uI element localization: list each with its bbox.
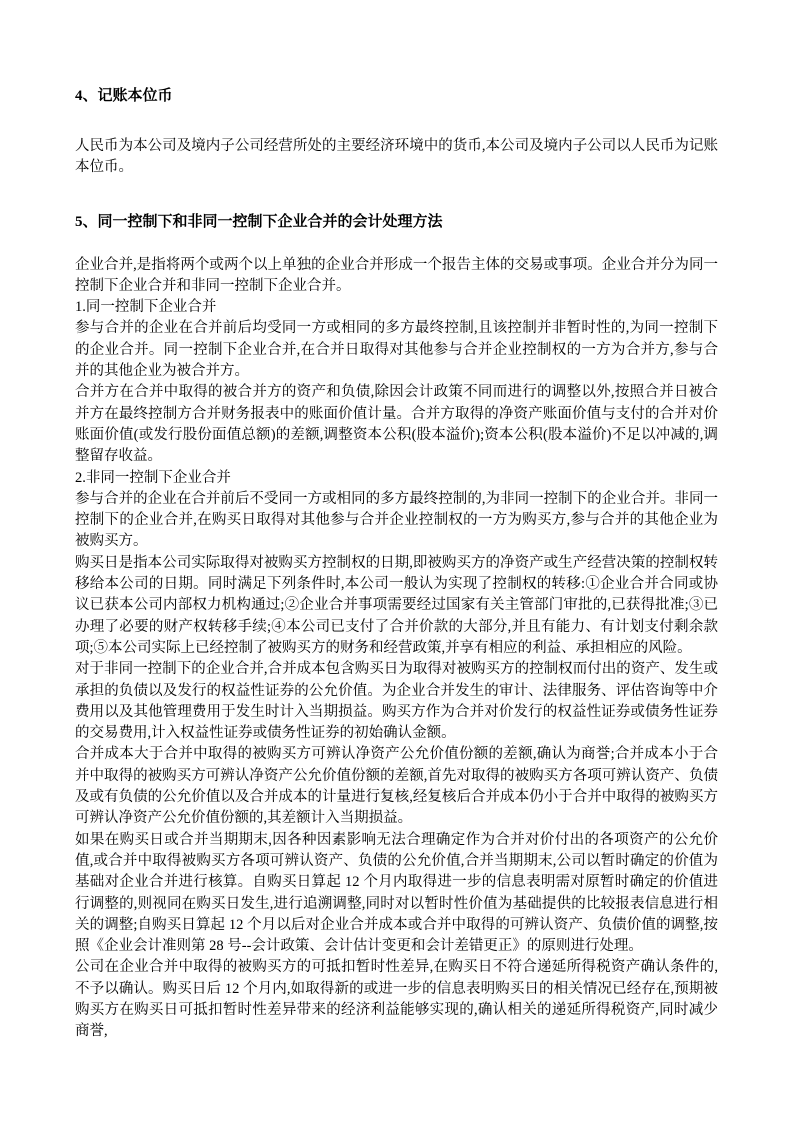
subheading-paragraph: 1.同一控制下企业合并	[75, 299, 217, 316]
section-5-heading: 5、同一控制下和非同一控制下企业合并的会计处理方法	[75, 213, 443, 230]
paragraph: 参与合并的企业在合并前后不受同一方或相同的多方最终控制的,为非同一控制下的企业合并。非同一控制下的企业合并,在购买日取得对其他参与合并企业控制权的一方为购买方,参与合并的其他企业为被购买方。	[75, 490, 718, 550]
paragraph: 对于非同一控制下的企业合并,合并成本包含购买日为取得对被购买方的控制权而付出的资产、发生或承担的负债以及发行的权益性证券的公允价值。为企业合并发生的审计、法律服务、评估咨询等中介费用以及其他管理费用于发生时计入当期损益。购买方作为合并对价发行的权益性证券或债务性证券的交易费用,计入权益性证券或债务性证券的初始确认金额。	[75, 661, 718, 742]
paragraph: 合并成本大于合并中取得的被购买方可辨认净资产公允价值份额的差额,确认为商誉;合并成本小于合并中取得的被购买方可辨认净资产公允价值份额的差额,首先对取得的被购买方各项可辨认资产、负债及或有负债的公允价值以及合并成本的计量进行复核,经复核后合并成本仍小于合并中取得的被购买方可辨认净资产公允价值份额的,其差额计入当期损益。	[75, 746, 718, 827]
paragraph: 参与合并的企业在合并前后均受同一方或相同的多方最终控制,且该控制并非暂时性的,为同一控制下的企业合并。同一控制下企业合并,在合并日取得对其他参与合并企业控制权的一方为合并方,参与合并的其他企业为被合并方。	[75, 320, 718, 380]
paragraph: 购买日是指本公司实际取得对被购买方控制权的日期,即被购买方的净资产或生产经营决策的控制权转移给本公司的日期。同时满足下列条件时,本公司一般认为实现了控制权的转移:①企业合并合同或协议已获本公司内部权力机构通过;②企业合并事项需要经过国家有关主管部门审批的,已获得批准;③已办理了必要的财产权转移手续;④本公司已支付了合并价款的大部分,并且有能力、有计划支付剩余款项;⑤本公司实际上已经控制了被购买方的财务和经营政策,并享有相应的利益、承担相应的风险。	[75, 554, 718, 656]
section-4-heading: 4、记账本位币	[75, 88, 173, 104]
section-accounting-currency	[75, 86, 718, 179]
section-business-combination	[75, 212, 718, 1043]
paragraph: 企业合并,是指将两个或两个以上单独的企业合并形成一个报告主体的交易或事项。企业合并分为同一控制下企业合并和非同一控制下企业合并。	[75, 256, 718, 294]
paragraph: 如果在购买日或合并当期期末,因各种因素影响无法合理确定作为合并对价付出的各项资产的公允价值,或合并中取得被购买方各项可辨认资产、负债的公允价值,合并当期期末,公司以暂时确定的价值为基础对企业合并进行核算。自购买日算起 12 个月内取得进一步的信息表明需对原暂时确定的价值进行调整的,则视同在购买日发生,进行追溯调整,同时对以暂时性价值为基础提供的比较报表信息进行相关的调整;自购买日算起 12 个月以后对企业合并成本或合并中取得的可辨认资产、负债价值的调整,按照《企业会计准则第 28 号--会计政策、会计估计变更和会计差错更正》的原则进行处理。	[75, 831, 718, 955]
paragraph: 公司在企业合并中取得的被购买方的可抵扣暂时性差异,在购买日不符合递延所得税资产确认条件的,不予以确认。购买日后 12 个月内,如取得新的或进一步的信息表明购买日的相关情况已经存在,预期被购买方在购买日可抵扣暂时性差异带来的经济利益能够实现的,确认相关的递延所得税资产,同时减少商誉,	[75, 959, 718, 1040]
subheading-paragraph: 2.非同一控制下企业合并	[75, 469, 231, 486]
paragraph: 合并方在合并中取得的被合并方的资产和负债,除因会计政策不同而进行的调整以外,按照合并日被合并方在最终控制方合并财务报表中的账面价值计量。合并方取得的净资产账面价值与支付的合并对价账面价值(或发行股份面值总额)的差额,调整资本公积(股本溢价);资本公积(股本溢价)不足以冲减的,调整留存收益。	[75, 384, 718, 465]
paragraph: 人民币为本公司及境内子公司经营所处的主要经济环境中的货币,本公司及境内子公司以人民币为记账本位币。	[75, 138, 718, 176]
